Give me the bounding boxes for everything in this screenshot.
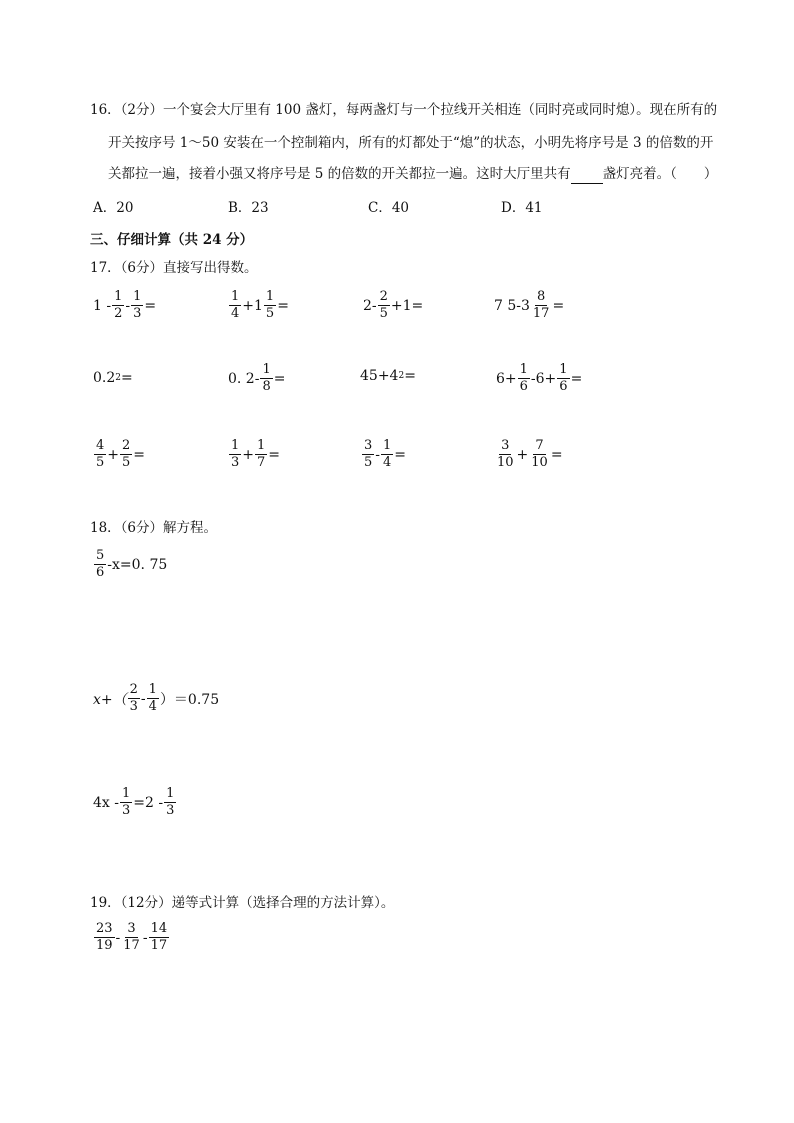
expr-text: 0.2	[93, 370, 116, 386]
operator: -	[140, 690, 146, 707]
numerator: 1	[231, 289, 240, 304]
fraction	[229, 438, 241, 471]
q18-equation-2	[93, 682, 219, 715]
numerator: 3	[127, 921, 136, 936]
denominator: 3	[166, 803, 175, 818]
numerator: 1	[262, 362, 271, 377]
denominator: 4	[231, 306, 240, 321]
denominator: 5	[96, 455, 105, 470]
numerator: 1	[121, 786, 131, 801]
expr-text: -6+	[530, 370, 557, 387]
numerator: 1	[114, 289, 123, 304]
numerator: 2	[379, 289, 388, 304]
denominator: 17	[123, 938, 140, 953]
equals: =	[133, 446, 146, 463]
expr-text: ）＝0.75	[159, 691, 220, 708]
fraction	[131, 289, 143, 322]
fraction	[531, 289, 552, 322]
fraction	[381, 438, 393, 471]
operator: -	[142, 929, 148, 946]
numerator: 1	[383, 438, 392, 453]
q19-title: 19．（12分）递等式计算（选择合理的方法计算）。	[90, 895, 395, 911]
denominator: 10	[497, 455, 514, 470]
fraction	[149, 921, 170, 954]
expr-text: x+（	[93, 691, 127, 708]
q17-expr-5	[93, 370, 133, 386]
q16-line3-tail: 盏灯亮着。（ ）	[602, 166, 718, 182]
q18-title: 18．（6分）解方程。	[90, 520, 218, 536]
q16-line2: 开关按序号 1～50 安装在一个控制箱内，所有的灯都处于“熄”的状态，小明先将序号是 3 的倍数的开	[108, 135, 714, 151]
operator: -	[375, 446, 381, 463]
q16-choice-a[interactable]: A．20	[93, 200, 134, 216]
q18-equation-1	[93, 548, 167, 581]
numerator: 14	[150, 921, 168, 936]
numerator: 5	[96, 548, 105, 563]
fraction	[229, 289, 241, 322]
expr-text: 7 5-3	[494, 297, 530, 314]
q17-expr-3	[363, 289, 423, 322]
numerator: 1	[166, 786, 175, 801]
equals: =	[144, 297, 157, 314]
q17-expr-12	[494, 438, 563, 471]
denominator: 5	[265, 306, 275, 321]
numerator: 7	[535, 438, 544, 453]
expr-text: 4x -	[93, 794, 119, 811]
fraction	[112, 289, 124, 322]
numerator: 2	[122, 438, 131, 453]
q19-expr-1	[93, 921, 170, 954]
operator: +	[242, 446, 255, 463]
q17-expr-10	[228, 438, 280, 471]
denominator: 3	[129, 699, 138, 714]
numerator: 3	[501, 438, 510, 453]
section-title: 三、仔细计算（共 24 分）	[90, 232, 254, 248]
denominator: 3	[121, 803, 131, 818]
fraction	[495, 438, 516, 471]
equals: =	[394, 446, 407, 463]
denominator: 17	[532, 306, 550, 321]
denominator: 17	[150, 938, 168, 953]
fraction	[255, 438, 267, 471]
numerator: 1	[519, 362, 528, 377]
operator: +	[107, 446, 120, 463]
q17-expr-8	[496, 362, 582, 395]
denominator: 6	[519, 379, 528, 394]
fraction	[147, 682, 159, 715]
numerator: 1	[231, 438, 240, 453]
q17-expr-11	[361, 438, 406, 471]
fraction	[557, 362, 569, 395]
equals: =	[121, 370, 133, 386]
denominator: 7	[257, 455, 266, 470]
numerator: 1	[257, 438, 266, 453]
denominator: 4	[383, 455, 392, 470]
fraction	[529, 438, 550, 471]
equals: =	[277, 297, 289, 314]
numerator: 8	[537, 289, 546, 304]
denominator: 6	[559, 379, 568, 394]
expr-text: 45+4	[360, 368, 399, 384]
q17-expr-6	[228, 362, 285, 395]
fraction	[120, 786, 132, 819]
fraction	[362, 438, 374, 471]
denominator: 4	[148, 699, 157, 714]
denominator: 2	[114, 306, 123, 321]
q17-expr-4	[494, 289, 564, 322]
numerator: 3	[364, 438, 373, 453]
fraction	[94, 921, 115, 954]
expr-text: 2-	[363, 297, 377, 314]
fraction	[94, 548, 106, 581]
q17-title: 17．（6分）直接写出得数。	[90, 260, 258, 276]
fraction	[260, 362, 272, 395]
denominator: 8	[262, 379, 271, 394]
expr-text: 0. 2-	[228, 370, 260, 387]
q17-expr-9	[93, 438, 145, 471]
equals: =	[550, 446, 563, 463]
fraction	[128, 682, 140, 715]
operator: -	[115, 929, 121, 946]
q18-equation-3	[93, 786, 177, 819]
expr-text: 1 -	[93, 297, 112, 314]
q17-expr-7	[360, 368, 416, 384]
denominator: 3	[133, 306, 142, 321]
fraction	[120, 438, 132, 471]
operator: -	[125, 297, 131, 314]
numerator: 1	[148, 682, 157, 697]
q16-choice-b[interactable]: B．23	[228, 200, 269, 216]
equals: =	[273, 370, 286, 387]
fraction	[518, 362, 530, 395]
numerator: 23	[96, 921, 113, 936]
operator: +1	[242, 297, 263, 314]
denominator: 19	[96, 938, 113, 953]
q16-line3-text: 关都拉一遍，接着小强又将序号是 5 的倍数的开关都拉一遍。这时大厅里共有	[108, 166, 571, 182]
numerator: 4	[96, 438, 105, 453]
numerator: 1	[265, 289, 275, 304]
expr-text: =2 -	[133, 794, 164, 811]
expr-text: -x=0. 75	[107, 556, 168, 573]
numerator: 2	[129, 682, 138, 697]
denominator: 6	[96, 565, 105, 580]
fraction	[264, 289, 276, 322]
exponent: 2	[115, 373, 121, 383]
fraction	[164, 786, 176, 819]
exponent: 2	[398, 371, 405, 381]
q16-line3	[108, 164, 717, 184]
equals: =	[552, 297, 565, 314]
equals: =	[404, 368, 416, 384]
q17-expr-2	[228, 289, 289, 322]
expr-text: 6+	[496, 370, 517, 387]
answer-blank[interactable]	[571, 169, 603, 184]
q16-line1: 16．（2分）一个宴会大厅里有 100 盏灯，每两盏灯与一个拉线开关相连（同时亮或同时熄）。现在所有的	[90, 102, 718, 118]
numerator: 1	[133, 289, 142, 304]
q17-expr-1	[93, 289, 156, 322]
equals: =	[268, 446, 281, 463]
denominator: 5	[364, 455, 373, 470]
operator: +	[516, 446, 529, 463]
q16-choice-c[interactable]: C．40	[368, 200, 410, 216]
denominator: 10	[531, 455, 548, 470]
denominator: 5	[379, 306, 388, 321]
expr-text: +1=	[390, 297, 424, 314]
fraction	[378, 289, 390, 322]
denominator: 5	[122, 455, 131, 470]
q16-choice-d[interactable]: D．41	[501, 200, 543, 216]
fraction	[121, 921, 142, 954]
denominator: 3	[231, 455, 240, 470]
equals: =	[570, 370, 583, 387]
fraction	[94, 438, 106, 471]
numerator: 1	[559, 362, 568, 377]
